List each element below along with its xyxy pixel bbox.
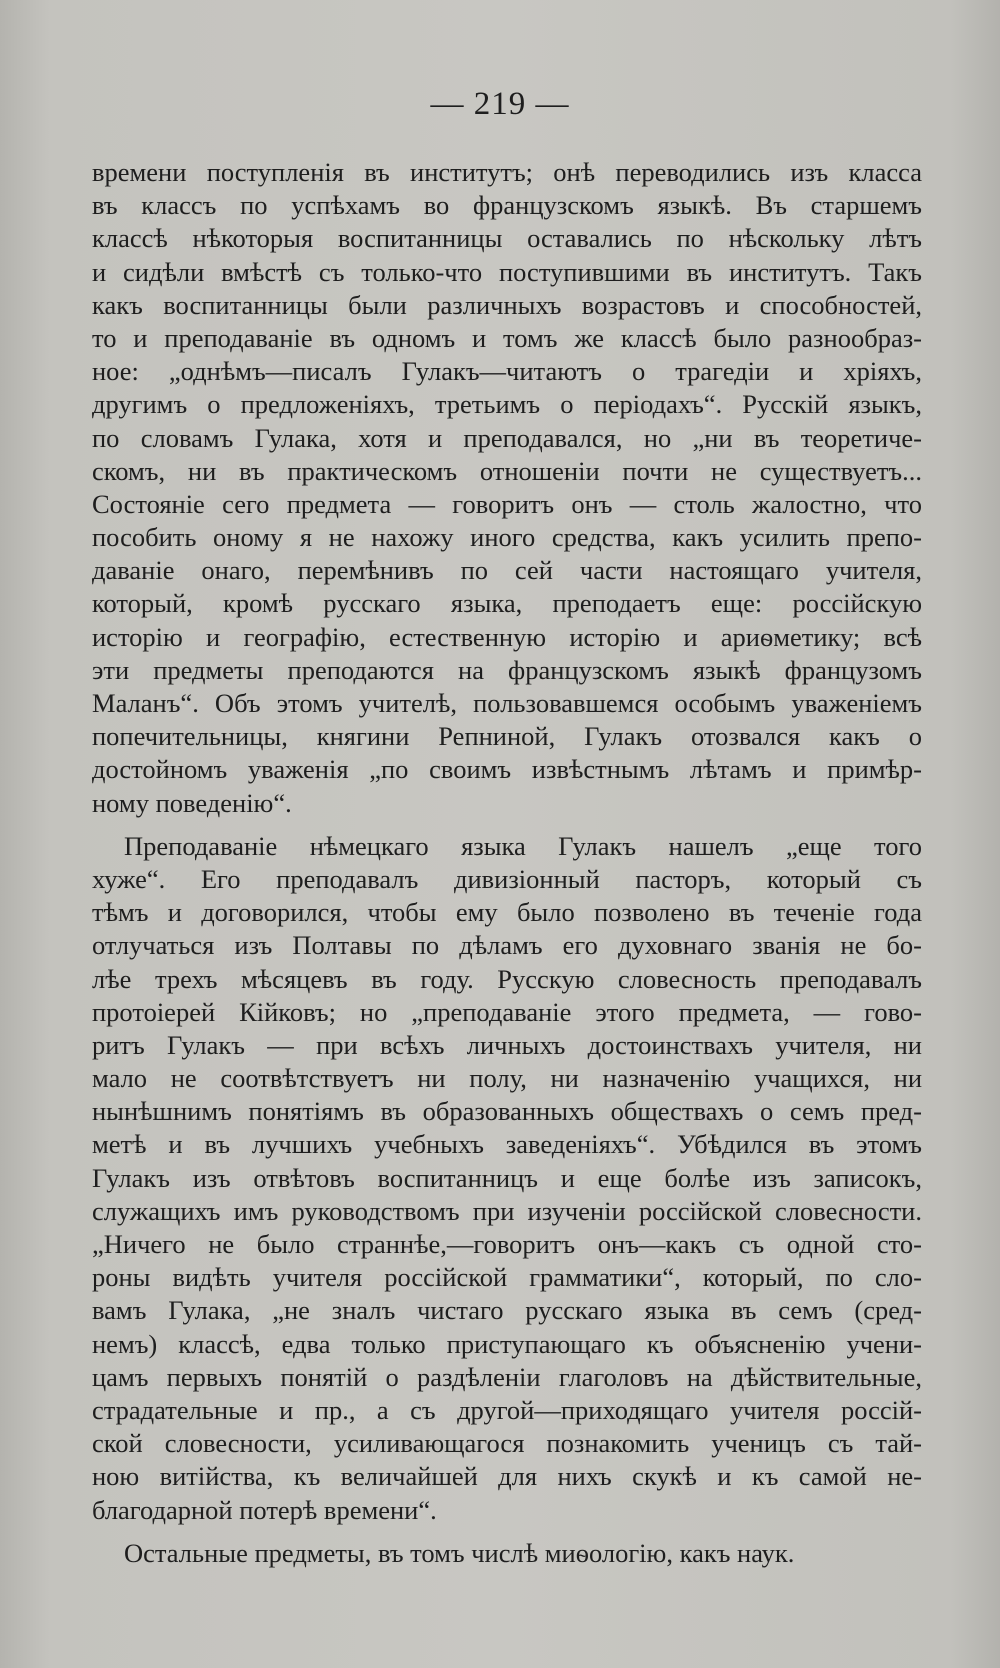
text-line: времени поступленія въ институтъ; онѣ переводились изъ класса bbox=[92, 157, 922, 187]
text-line: достойномъ уваженія „по своимъ извѣстнымъ лѣтамъ и примѣр- bbox=[92, 754, 922, 785]
text-line: по словамъ Гулака, хотя и преподавался, но „ни въ теоретиче- bbox=[92, 422, 922, 453]
text-line: страдательные и пр., а съ другой—приходящаго учителя россій- bbox=[92, 1394, 922, 1425]
text-line: „Ничего не было страннѣе,—говоритъ онъ—какъ съ одной сто- bbox=[92, 1229, 922, 1259]
text-line: то и преподаваніе въ одномъ и томъ же классѣ было разнообраз- bbox=[92, 322, 922, 353]
text-line: Маланъ“. Объ этомъ учителѣ, пользовавшемся особымъ уваженіемъ bbox=[92, 688, 922, 718]
text-line: ному поведенію“. bbox=[92, 787, 292, 818]
text-line: исторію и географію, естественную исторію и ариѳметику; всѣ bbox=[92, 621, 922, 652]
text-line: попечительницы, княгини Репниной, Гулакъ отозвался какъ о bbox=[92, 721, 922, 752]
text-line: даваніе онаго, перемѣнивъ по сей части настоящаго учителя, bbox=[92, 555, 922, 586]
text-line: хуже“. Его преподавалъ дивизіонный пасторъ, который съ bbox=[92, 863, 922, 894]
text-line: который, кромѣ русскаго языка, преподаетъ еще: россійскую bbox=[92, 588, 922, 619]
text-line: какъ воспитанницы были различныхъ возрастовъ и способностей, bbox=[92, 289, 922, 320]
text-line: ное: „однѣмъ—писалъ Гулакъ—читаютъ о трагедіи и хріяхъ, bbox=[92, 356, 922, 387]
text-line: Преподаваніе нѣмецкаго языка Гулакъ нашелъ „еще того bbox=[124, 830, 922, 861]
text-line: мало не соотвѣтствуетъ ни полу, ни назначенію учащихся, ни bbox=[92, 1063, 922, 1094]
text-line: отлучаться изъ Полтавы по дѣламъ его духовнаго званія не бо- bbox=[92, 930, 922, 961]
text-line: цамъ первыхъ понятій о раздѣленіи глаголовъ на дѣйствительные, bbox=[92, 1361, 922, 1392]
text-line: протоіерей Кійковъ; но „преподаваніе этого предмета, — гово- bbox=[92, 996, 922, 1027]
text-line: вамъ Гулака, „не зналъ чистаго русскаго языка въ семъ (сред- bbox=[92, 1295, 922, 1326]
text-line: другимъ о предложеніяхъ, третьимъ о періодахъ“. Русскій языкъ, bbox=[92, 389, 922, 420]
text-line: служащихъ имъ руководствомъ при изученіи россійской словесности. bbox=[92, 1195, 922, 1226]
text-line: Гулакъ изъ отвѣтовъ воспитанницъ и еще болѣе изъ записокъ, bbox=[92, 1162, 922, 1193]
paragraph bbox=[92, 1537, 922, 1570]
text-line: ною витійства, къ величайшей для нихъ скукѣ и къ самой не- bbox=[92, 1461, 922, 1492]
text-line: эти предметы преподаются на французскомъ языкѣ французомъ bbox=[92, 654, 922, 685]
text-line: ской словесности, усиливающагося познакомить ученицъ съ тай- bbox=[92, 1428, 922, 1459]
text-line: и сидѣли вмѣстѣ съ только-что поступившими въ институтъ. Такъ bbox=[92, 256, 922, 287]
text-line: Состояніе сего предмета — говоритъ онъ — столь жалостно, что bbox=[92, 488, 922, 519]
text-line: въ классъ по успѣхамъ во французскомъ языкѣ. Въ старшемъ bbox=[92, 190, 922, 221]
text-line: лѣе трехъ мѣсяцевъ въ году. Русскую словесность преподавалъ bbox=[92, 963, 922, 994]
text-line: метѣ и въ лучшихъ учебныхъ заведеніяхъ“. Убѣдился въ этомъ bbox=[92, 1129, 922, 1160]
text-line: нынѣшнимъ понятіямъ въ образованныхъ обществахъ о семъ пред- bbox=[92, 1096, 922, 1127]
text-line: ритъ Гулакъ — при всѣхъ личныхъ достоинствахъ учителя, ни bbox=[92, 1029, 922, 1060]
text-line: немъ) классѣ, едва только приступающаго къ объясненію учени- bbox=[92, 1328, 922, 1359]
text-line: благодарной потерѣ времени“. bbox=[92, 1494, 437, 1525]
text-line: пособить оному я не нахожу иного средства, какъ усилить препо- bbox=[92, 522, 922, 553]
text-line: скомъ, ни въ практическомъ отношеніи почти не существуетъ... bbox=[92, 455, 922, 486]
paragraph bbox=[92, 156, 922, 820]
text-line: классѣ нѣкоторыя воспитанницы оставались по нѣскольку лѣтъ bbox=[92, 223, 922, 254]
page-number: — 219 — bbox=[430, 86, 570, 122]
body-text bbox=[92, 156, 922, 1570]
text-line: роны видѣть учителя россійской грамматики“, который, по сло- bbox=[92, 1262, 922, 1293]
text-line: тѣмъ и договорился, чтобы ему было позволено въ теченіе года bbox=[92, 897, 922, 928]
paragraph bbox=[92, 830, 922, 1527]
text-line: Остальные предметы, въ томъ числѣ миѳологію, какъ наук. bbox=[124, 1537, 795, 1568]
